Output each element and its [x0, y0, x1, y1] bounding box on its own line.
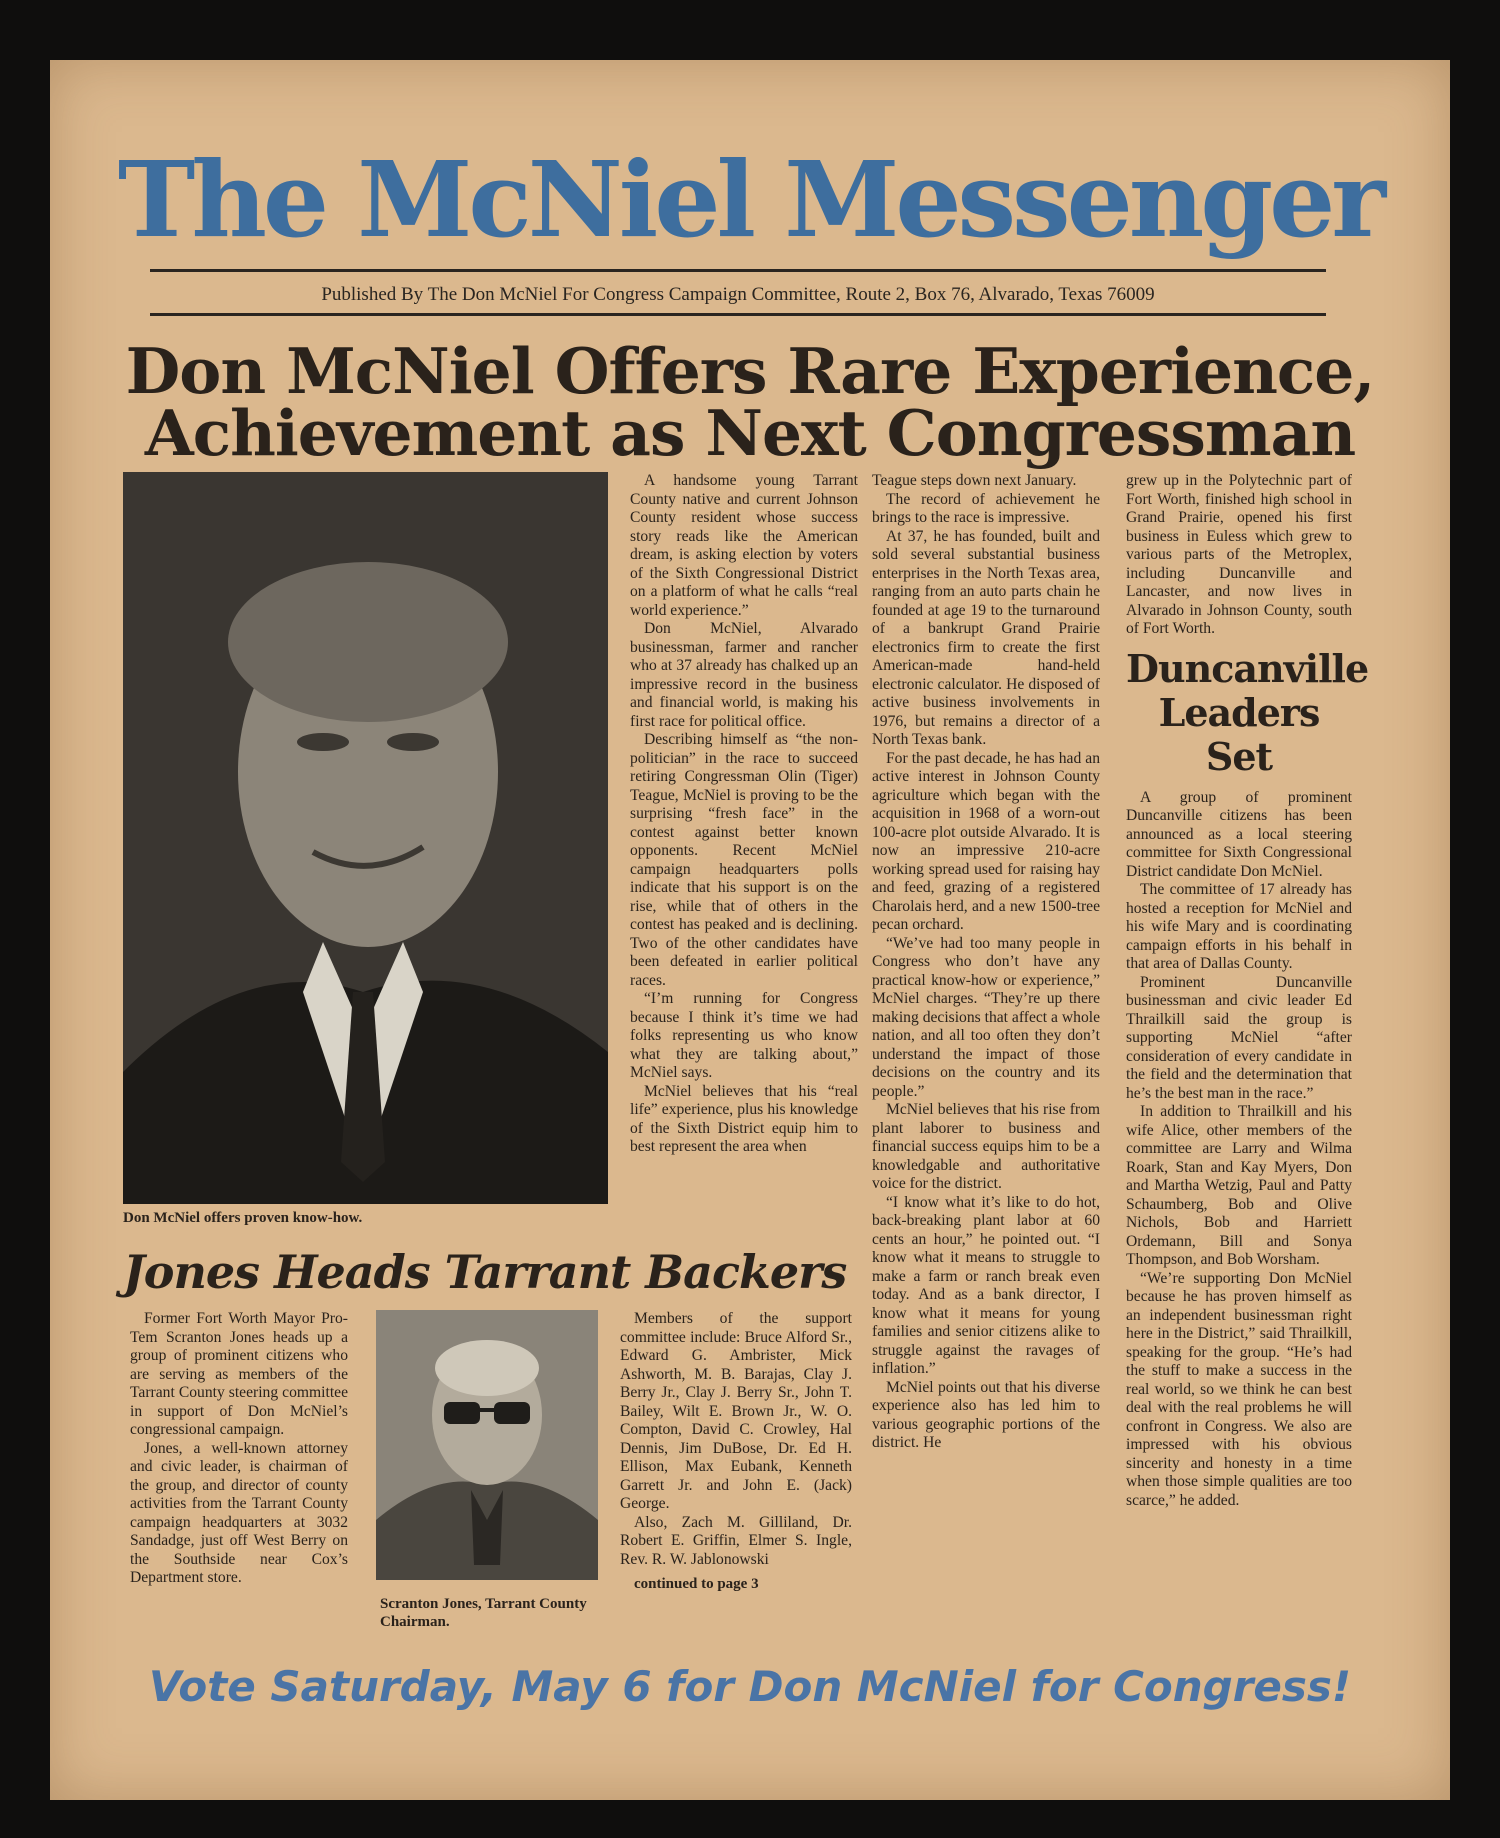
paragraph: In addition to Thrailkill and his wife Alice, other members of the committee are Larry and Wilma Roark, Stan and Kay Myers, Don and Martha Wetzig, Paul and Patty Schaumberg, Bob and Olive Nichols, Bob and Harriett Ordemann, Bill and Sonya Thompson, and Bob Worsham. [1126, 1103, 1352, 1268]
paragraph: The committee of 17 already has hosted a reception for McNiel and his wife Mary and is coordinating campaign efforts in his behalf in that area of Dallas County. [1126, 881, 1352, 972]
scranton-jones-photo [376, 1310, 598, 1580]
paragraph: grew up in the Polytechnic part of Fort Worth, finished high school in Grand Prairie, opened his first business in Euless which grew to various parts of the Metroplex, including Duncanville and Lancaster, and now lives in Alvarado in Johnson County, south of Fort Worth. [1126, 472, 1352, 637]
headline-line-1: Don McNiel Offers Rare Experience, [125, 334, 1375, 408]
duncanville-headline [1126, 645, 1369, 779]
headline-line-2: Achievement as Next Congressman [144, 396, 1356, 470]
paragraph: Prominent Duncanville businessman and civic leader Ed Thrailkill said the group is supporting McNiel “after consideration of every candidate in the field and the determination that he’s the best man in the race.” [1126, 973, 1352, 1102]
scranton-jones-caption: Scranton Jones, Tarrant County Chairman. [380, 1596, 587, 1630]
paragraph: McNiel believes that his “real life” experience, plus his knowledge of the Sixth District equip him to best represent the area when [630, 1082, 858, 1155]
paragraph: “We’re supporting Don McNiel because he has proven himself as an independent businessman right here in the District,” said Thrailkill, speaking for the group. “He’s had the stuff to make a success in the real world, so we think he can best deal with the real problems he will confront in Congress. We also are impressed with his obvious sincerity and honesty in a time when those simple qualities are too scarce,” he added. [1126, 1269, 1352, 1509]
publisher-line: Published By The Don McNiel For Congress Campaign Committee, Route 2, Box 76, Alvarado, Texas 76009 [321, 284, 1155, 305]
jones-col-1 [130, 1310, 348, 1588]
duncanville-headline-line-1: Duncanville [1126, 645, 1369, 691]
paragraph: “I know what it’s like to do hot, back-breaking plant labor at 60 cents an hour,” he pointed out. “I know what it means to struggle to make a farm or ranch break even today. And as a bank director, I know what it means for young families and senior citizens alike to struggle against the ravages of inflation.” [872, 1193, 1100, 1377]
paragraph: McNiel believes that his rise from plant laborer to business and financial success equips him to be a knowledgable and authoritative voice for the district. [872, 1101, 1100, 1192]
vote-banner: Vote Saturday, May 6 for Don McNiel for Congress! [148, 1662, 1352, 1711]
paragraph: For the past decade, he has had an active interest in Johnson County agriculture which began with the acquisition in 1968 of a worn-out 100-acre plot outside Alvarado. It is now an impressive 210-acre working spread used for raising hay and feed, grazing of a registered Charolais herd, and a new 1500-tree pecan orchard. [872, 749, 1100, 933]
portrait-photo-don-mcniel [123, 472, 608, 1204]
paragraph: Jones, a well-known attorney and civic leader, is chairman of the group, and director of county activities from the Tarrant County campaign headquarters at 3032 Sandadge, just off West Berry on the Southside near Cox’s Department store. [130, 1439, 348, 1586]
paragraph: A group of prominent Duncanville citizens has been announced as a local steering committee for Sixth Congressional District candidate Don McNiel. [1126, 788, 1352, 880]
newspaper-page [50, 60, 1450, 1800]
main-article-col-2 [872, 472, 1100, 1453]
scranton-jones-illustration [376, 1310, 598, 1580]
jones-col-2 [620, 1310, 852, 1594]
paragraph: McNiel points out that his diverse experience also has led him to various geographic portions of the district. He [872, 1378, 1100, 1451]
portrait-caption: Don McNiel offers proven know-how. [123, 1210, 363, 1226]
paragraph: Also, Zach M. Gilliland, Dr. Robert E. Griffin, Elmer S. Ingle, Rev. R. W. Jablonowski [620, 1513, 852, 1568]
paragraph: Don McNiel, Alvarado businessman, farmer and rancher who at 37 already has chalked up an impressive record in the business and financial world, is making his first race for political office. [630, 620, 858, 730]
paragraph: Describing himself as “the non-politician” in the race to succeed retiring Congressman Olin (Tiger) Teague, McNiel is proving to be the surprising “fresh face” in the contest against better known opponents. Recent McNiel campaign headquarters polls indicate that his support is on the rise, while that of others in the contest has peaked and is declining. Two of the other candidates have been defeated in earlier political races. [630, 731, 858, 989]
masthead-bottom-rule [150, 313, 1326, 316]
main-article-col-3 [1126, 472, 1369, 1510]
paragraph: Former Fort Worth Mayor Pro-Tem Scranton Jones heads up a group of prominent citizens who are serving as members of the Tarrant County steering committee in support of Don McNiel’s congressional campaign. [130, 1310, 348, 1438]
paragraph: A handsome young Tarrant County native and current Johnson County resident whose success story reads like the American dream, is asking election by voters of the Sixth Congressional District on a platform of what he calls “real world experience.” [630, 472, 858, 619]
duncanville-headline-line-2: Leaders Set [1158, 689, 1320, 779]
jones-headline: Jones Heads Tarrant Backers [123, 1245, 847, 1299]
paragraph: At 37, he has founded, built and sold several substantial business enterprises in the North Texas area, ranging from an auto parts chain he founded at age 19 to the turnaround of a bankrupt Grand Prairie electronics firm to create the first American-made hand-held electronic calculator. He disposed of active business involvements in 1976, but remains a director of a North Texas bank. [872, 527, 1100, 748]
paragraph: Teague steps down next January. [872, 472, 1077, 489]
portrait-illustration [123, 472, 608, 1204]
paragraph: Members of the support committee include: Bruce Alford Sr., Edward G. Ambrister, Mick Ashworth, M. B. Barajas, Clay J. Berry Jr., Clay J. Berry Sr., John T. Bailey, Wilt E. Brown Jr., W. O. Compton, David C. Crowley, Hal Dennis, Jim DuBose, Dr. Ed H. Ellison, Max Eubank, Kenneth Garrett Jr. and John E. (Jack) George. [620, 1310, 852, 1512]
continued-note: continued to page 3 [634, 1576, 759, 1592]
paragraph: “I’m running for Congress because I think it’s time we had folks representing us who know what they are talking about,” McNiel says. [630, 990, 858, 1081]
paragraph: The record of achievement he brings to the race is impressive. [872, 490, 1100, 526]
masthead-top-rule [150, 269, 1326, 272]
main-article-col-1 [630, 472, 858, 1157]
masthead-title: The McNiel Messenger [117, 138, 1383, 261]
paragraph: “We’ve had too many people in Congress who don’t have any practical know-how or experience,” McNiel charges. “They’re up there making decisions that affect a whole nation, and all too often they don’t understand the impact of those decisions on the country and its people.” [872, 934, 1100, 1100]
